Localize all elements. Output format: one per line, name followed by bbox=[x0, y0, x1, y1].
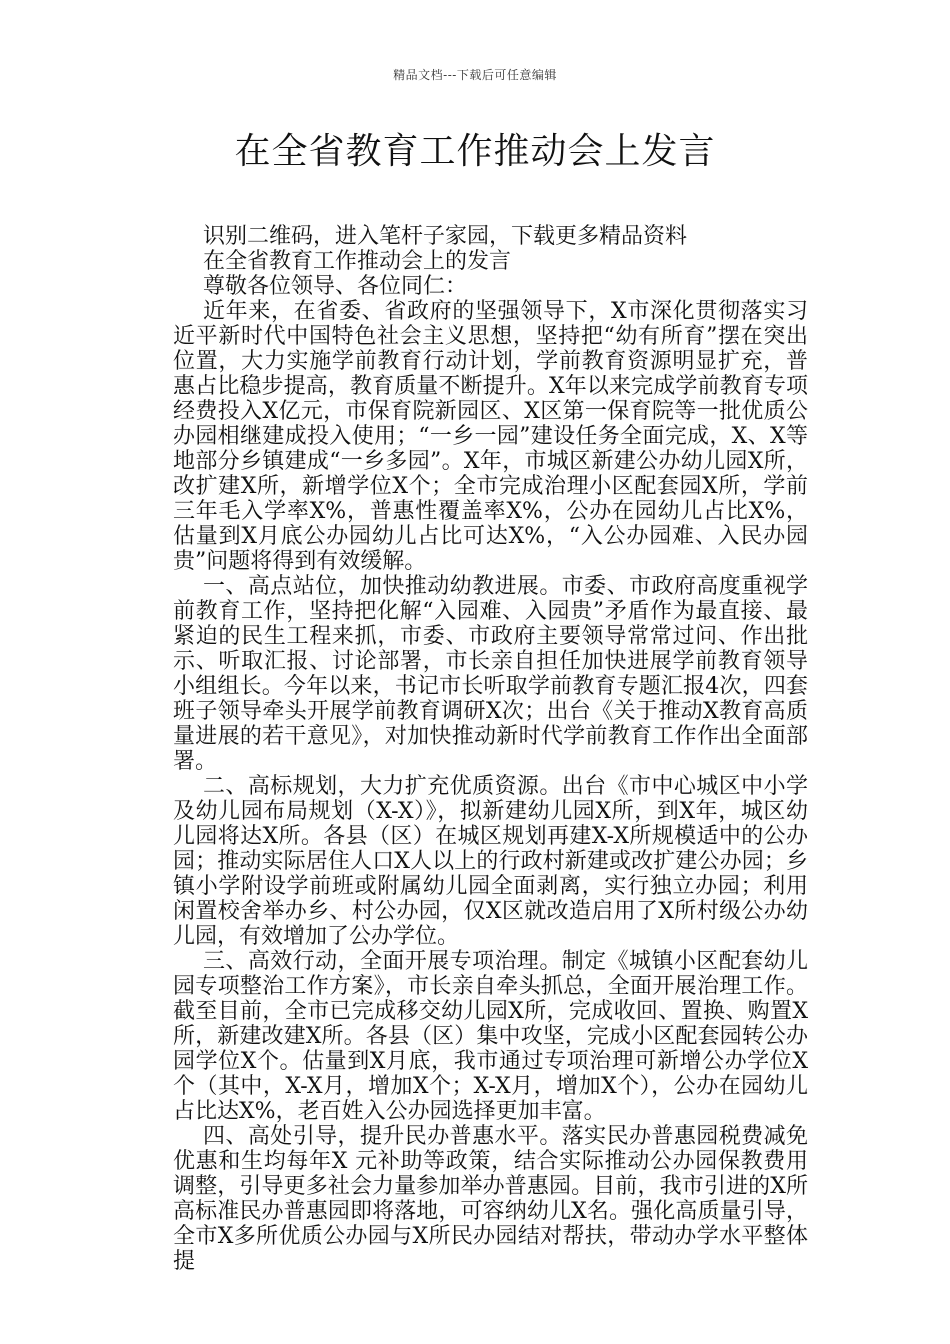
document-title: 在全省教育工作推动会上发言 bbox=[234, 131, 716, 172]
paragraph-section-1: 一、高点站位，加快推动幼教进展。市委、市政府高度重视学前教育工作，坚持把化解“入园难、入园贵”矛盾作为最直接、最紧迫的民生工程来抓，市委、市政府主要领导常常过问、作出批示、听取汇报、讨论部署，市长亲自担任加快进展学前教育领导小组组长。今年以来，书记市长听取学前教育专题汇报4次，四套班子领导牵头开展学前教育调研X次；出台《关于推动X教育高质量进展的若干意见》，对加快推动新时代学前教育工作作出全面部署。 bbox=[173, 574, 808, 774]
salutation: 尊敬各位领导、各位同仁： bbox=[203, 274, 468, 299]
paragraph-section-3: 三、高效行动，全面开展专项治理。制定《城镇小区配套幼儿园专项整治工作方案》，市长亲自牵头抓总，全面开展治理工作。截至目前，全市已完成移交幼儿园X所，完成收回、置换、购置X所，新建改建X所。各县（区）集中攻坚，完成小区配套园转公办园学位X个。估量到X月底，我市通过专项治理可新增公办学位X个（其中，X-X月，增加X个；X-X月，增加X个），公办在园幼儿占比达X%，老百姓入公办园选择更加丰富。 bbox=[173, 949, 808, 1124]
intro-line: 识别二维码，进入笔杆子家园，下载更多精品资料 bbox=[203, 224, 688, 249]
document-body bbox=[173, 224, 808, 1274]
speech-title-line: 在全省教育工作推动会上的发言 bbox=[203, 249, 512, 274]
page-header-note: 精品文档---下载后可任意编辑 bbox=[393, 68, 557, 82]
paragraph-section-4: 四、高处引导，提升民办普惠水平。落实民办普惠园税费减免优惠和生均每年X 元补助等政策，结合实际推动公办园保教费用调整，引导更多社会力量参加举办普惠园。目前，我市引进的X所高标准民办普惠园即将落地，可容纳幼儿X名。强化高质量引导，全市X多所优质公办园与X所民办园结对帮扶，带动办学水平整体提 bbox=[173, 1124, 808, 1274]
paragraph-overview: 近年来，在省委、省政府的坚强领导下，X市深化贯彻落实习近平新时代中国特色社会主义思想，坚持把“幼有所育”摆在突出位置，大力实施学前教育行动计划，学前教育资源明显扩充，普惠占比稳步提高，教育质量不断提升。X年以来完成学前教育专项经费投入X亿元，市保育院新园区、X区第一保育院等一批优质公办园相继建成投入使用；“一乡一园”建设任务全面完成，X、X等地部分乡镇建成“一乡多园”。X年，市城区新建公办幼儿园X所，改扩建X所，新增学位X个；全市完成治理小区配套园X所，学前三年毛入学率X%，普惠性覆盖率X%，公办在园幼儿占比X%，估量到X月底公办园幼儿占比可达X%，“入公办园难、入民办园贵”问题将得到有效缓解。 bbox=[173, 299, 808, 574]
paragraph-section-2: 二、高标规划，大力扩充优质资源。出台《市中心城区中小学及幼儿园布局规划（X-X）》，拟新建幼儿园X所，到X年，城区幼儿园将达X所。各县（区）在城区规划再建X-X所规模适中的公办园；推动实际居住人口X人以上的行政村新建或改扩建公办园；乡镇小学附设学前班或附属幼儿园全面剥离，实行独立办园；利用闲置校舍举办乡、村公办园，仅X区就改造启用了X所村级公办幼儿园，有效增加了公办学位。 bbox=[173, 774, 809, 949]
